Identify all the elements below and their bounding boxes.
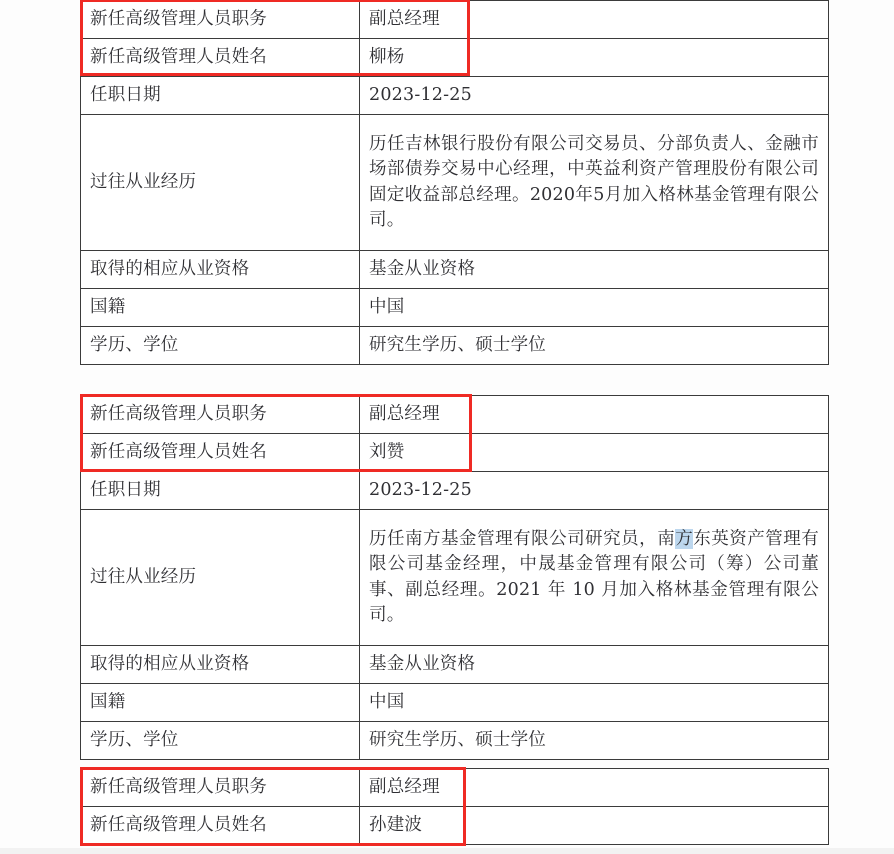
table-row: [81, 510, 829, 646]
experience-text: [369, 527, 819, 629]
table-row: [81, 115, 829, 251]
table-row: [81, 1, 829, 39]
value-experience: [360, 115, 829, 251]
value-nationality: 中国: [360, 289, 829, 327]
label-education: 学历、学位: [81, 722, 360, 760]
label-experience: 过往从业经历: [81, 510, 360, 646]
label-education: 学历、学位: [81, 327, 360, 365]
table-row: [81, 434, 829, 472]
table-row: [81, 289, 829, 327]
table-row: [81, 77, 829, 115]
label-position: 新任高级管理人员职务: [81, 769, 360, 807]
value-education: 研究生学历、硕士学位: [360, 327, 829, 365]
appointment-table-3: [80, 768, 829, 845]
label-qualification: 取得的相应从业资格: [81, 251, 360, 289]
label-name: 新任高级管理人员姓名: [81, 39, 360, 77]
label-date: 任职日期: [81, 77, 360, 115]
value-qualification: 基金从业资格: [360, 251, 829, 289]
label-position: 新任高级管理人员职务: [81, 396, 360, 434]
table-row: [81, 646, 829, 684]
table-row: [81, 396, 829, 434]
value-position: 副总经理: [360, 396, 829, 434]
label-name: 新任高级管理人员姓名: [81, 434, 360, 472]
value-nationality: 中国: [360, 684, 829, 722]
label-nationality: 国籍: [81, 684, 360, 722]
value-name: 刘赞: [360, 434, 829, 472]
label-position: 新任高级管理人员职务: [81, 1, 360, 39]
value-experience: [360, 510, 829, 646]
table-row: [81, 251, 829, 289]
value-position: 副总经理: [360, 1, 829, 39]
table-row: [81, 769, 829, 807]
table-row: [81, 684, 829, 722]
table-row: [81, 39, 829, 77]
table-row: [81, 807, 829, 845]
page-bottom-edge: [0, 848, 894, 854]
table-row: [81, 472, 829, 510]
selected-character-highlight: 方: [675, 528, 694, 549]
table-row: [81, 327, 829, 365]
experience-text-part1: 历任南方基金管理有限公司研究员，南: [369, 528, 676, 549]
experience-text-part2: 东英资产管理有限公司基金经理，中晟基金管理有限公司（筹）公司董事、副总经理。2021 年 10 月加入格林基金管理有限公司。: [369, 528, 819, 625]
appointment-table-2: [80, 395, 829, 760]
value-name: 柳杨: [360, 39, 829, 77]
label-name: 新任高级管理人员姓名: [81, 807, 360, 845]
label-qualification: 取得的相应从业资格: [81, 646, 360, 684]
table-row: [81, 722, 829, 760]
value-qualification: 基金从业资格: [360, 646, 829, 684]
value-name: 孙建波: [360, 807, 829, 845]
appointment-table-1: [80, 0, 829, 365]
value-position: 副总经理: [360, 769, 829, 807]
value-education: 研究生学历、硕士学位: [360, 722, 829, 760]
label-experience: 过往从业经历: [81, 115, 360, 251]
value-date: 2023-12-25: [360, 77, 829, 115]
value-date: 2023-12-25: [360, 472, 829, 510]
label-date: 任职日期: [81, 472, 360, 510]
experience-text: 历任吉林银行股份有限公司交易员、分部负责人、金融市场部债券交易中心经理，中英益利资产管理股份有限公司固定收益部总经理。2020年5月加入格林基金管理有限公司。: [369, 133, 819, 230]
label-nationality: 国籍: [81, 289, 360, 327]
